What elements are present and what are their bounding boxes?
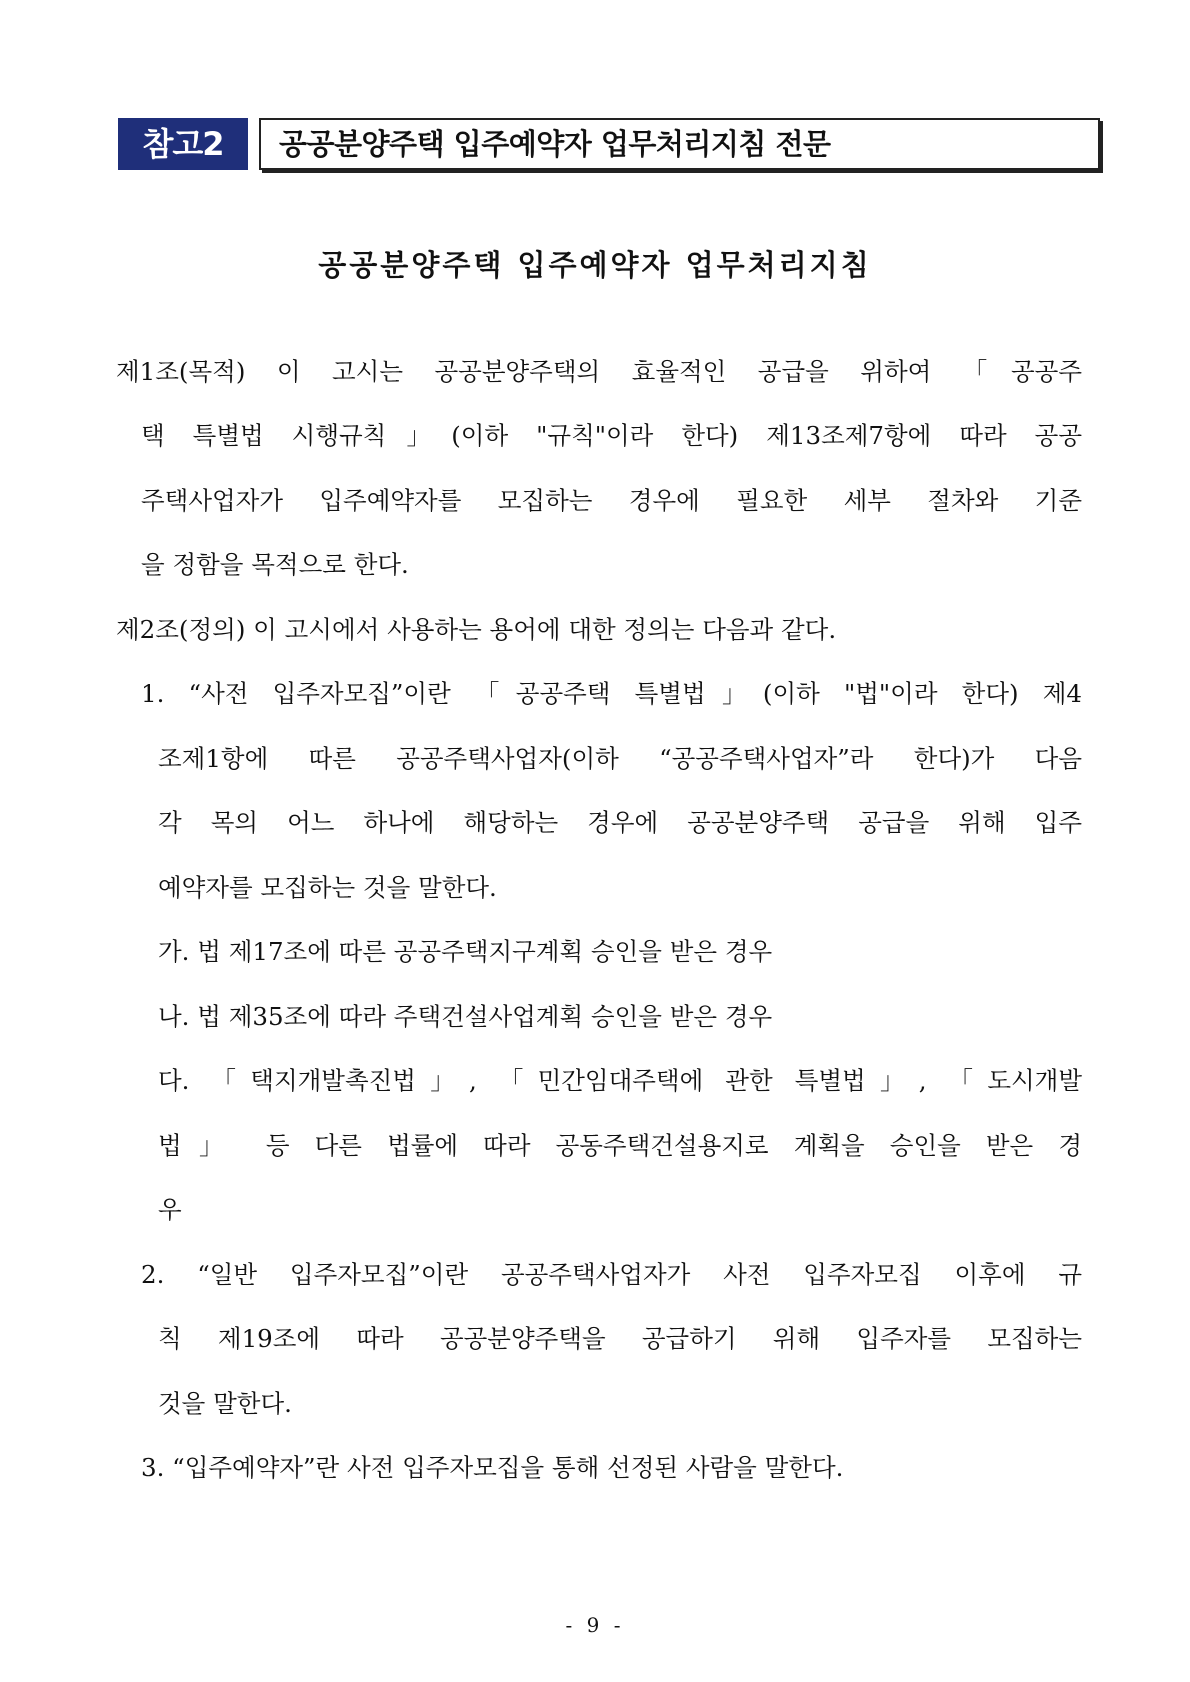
body-line: 예약자를 모집하는 것을 말한다. [158, 873, 497, 902]
sub-item-da: 다. 「택지개발촉진법」, 「민간임대주택에 관한 특별법」, 「도시개발 [158, 1066, 1082, 1095]
body-line: 칙 제19조에 따라 공공분양주택을 공급하기 위해 입주자를 모집하는 [158, 1324, 1082, 1353]
body-line: 을 정함을 목적으로 한다. [141, 550, 409, 579]
body-line: 것을 말한다. [158, 1389, 292, 1418]
reference-badge: 참고2 [118, 118, 248, 170]
body-line: 우 [158, 1195, 182, 1224]
definition-item-1: 1. “사전 입주자모집”이란 「공공주택 특별법」(이하 "법"이라 한다) 제4 [141, 679, 1082, 708]
body-line: 주택사업자가 입주예약자를 모집하는 경우에 필요한 세부 절차와 기준 [141, 486, 1082, 515]
body-line: 제2조(정의) 이 고시에서 사용하는 용어에 대한 정의는 다음과 같다. [116, 615, 837, 644]
body-line: 제1조(목적) 이 고시는 공공분양주택의 효율적인 공급을 위하여 「공공주 [116, 357, 1082, 386]
section-header [118, 118, 1084, 172]
definition-item-2: 2. “일반 입주자모집”이란 공공주택사업자가 사전 입주자모집 이후에 규 [141, 1260, 1082, 1289]
body-line: 조제1항에 따른 공공주택사업자(이하 “공공주택사업자”라 한다)가 다음 [158, 744, 1082, 773]
definition-item-3: 3. “입주예약자”란 사전 입주자모집을 통해 선정된 사람을 말한다. [141, 1453, 844, 1482]
sub-item-ga: 가. 법 제17조에 따른 공공주택지구계획 승인을 받은 경우 [158, 937, 773, 966]
document-title: 공공분양주택 입주예약자 업무처리지침 [318, 248, 872, 282]
body-line: 각 목의 어느 하나에 해당하는 경우에 공공분양주택 공급을 위해 입주 [158, 808, 1082, 837]
body-line: 법」 등 다른 법률에 따라 공동주택건설용지로 계획을 승인을 받은 경 [158, 1131, 1082, 1160]
section-header-title: 공공분양주택 입주예약자 업무처리지침 전문 [259, 118, 1100, 170]
body-line: 택 특별법 시행규칙」(이하 "규칙"이라 한다) 제13조제7항에 따라 공공 [141, 421, 1082, 450]
page-number: - 9 - [565, 1613, 625, 1637]
sub-item-na: 나. 법 제35조에 따라 주택건설사업계획 승인을 받은 경우 [158, 1002, 773, 1031]
